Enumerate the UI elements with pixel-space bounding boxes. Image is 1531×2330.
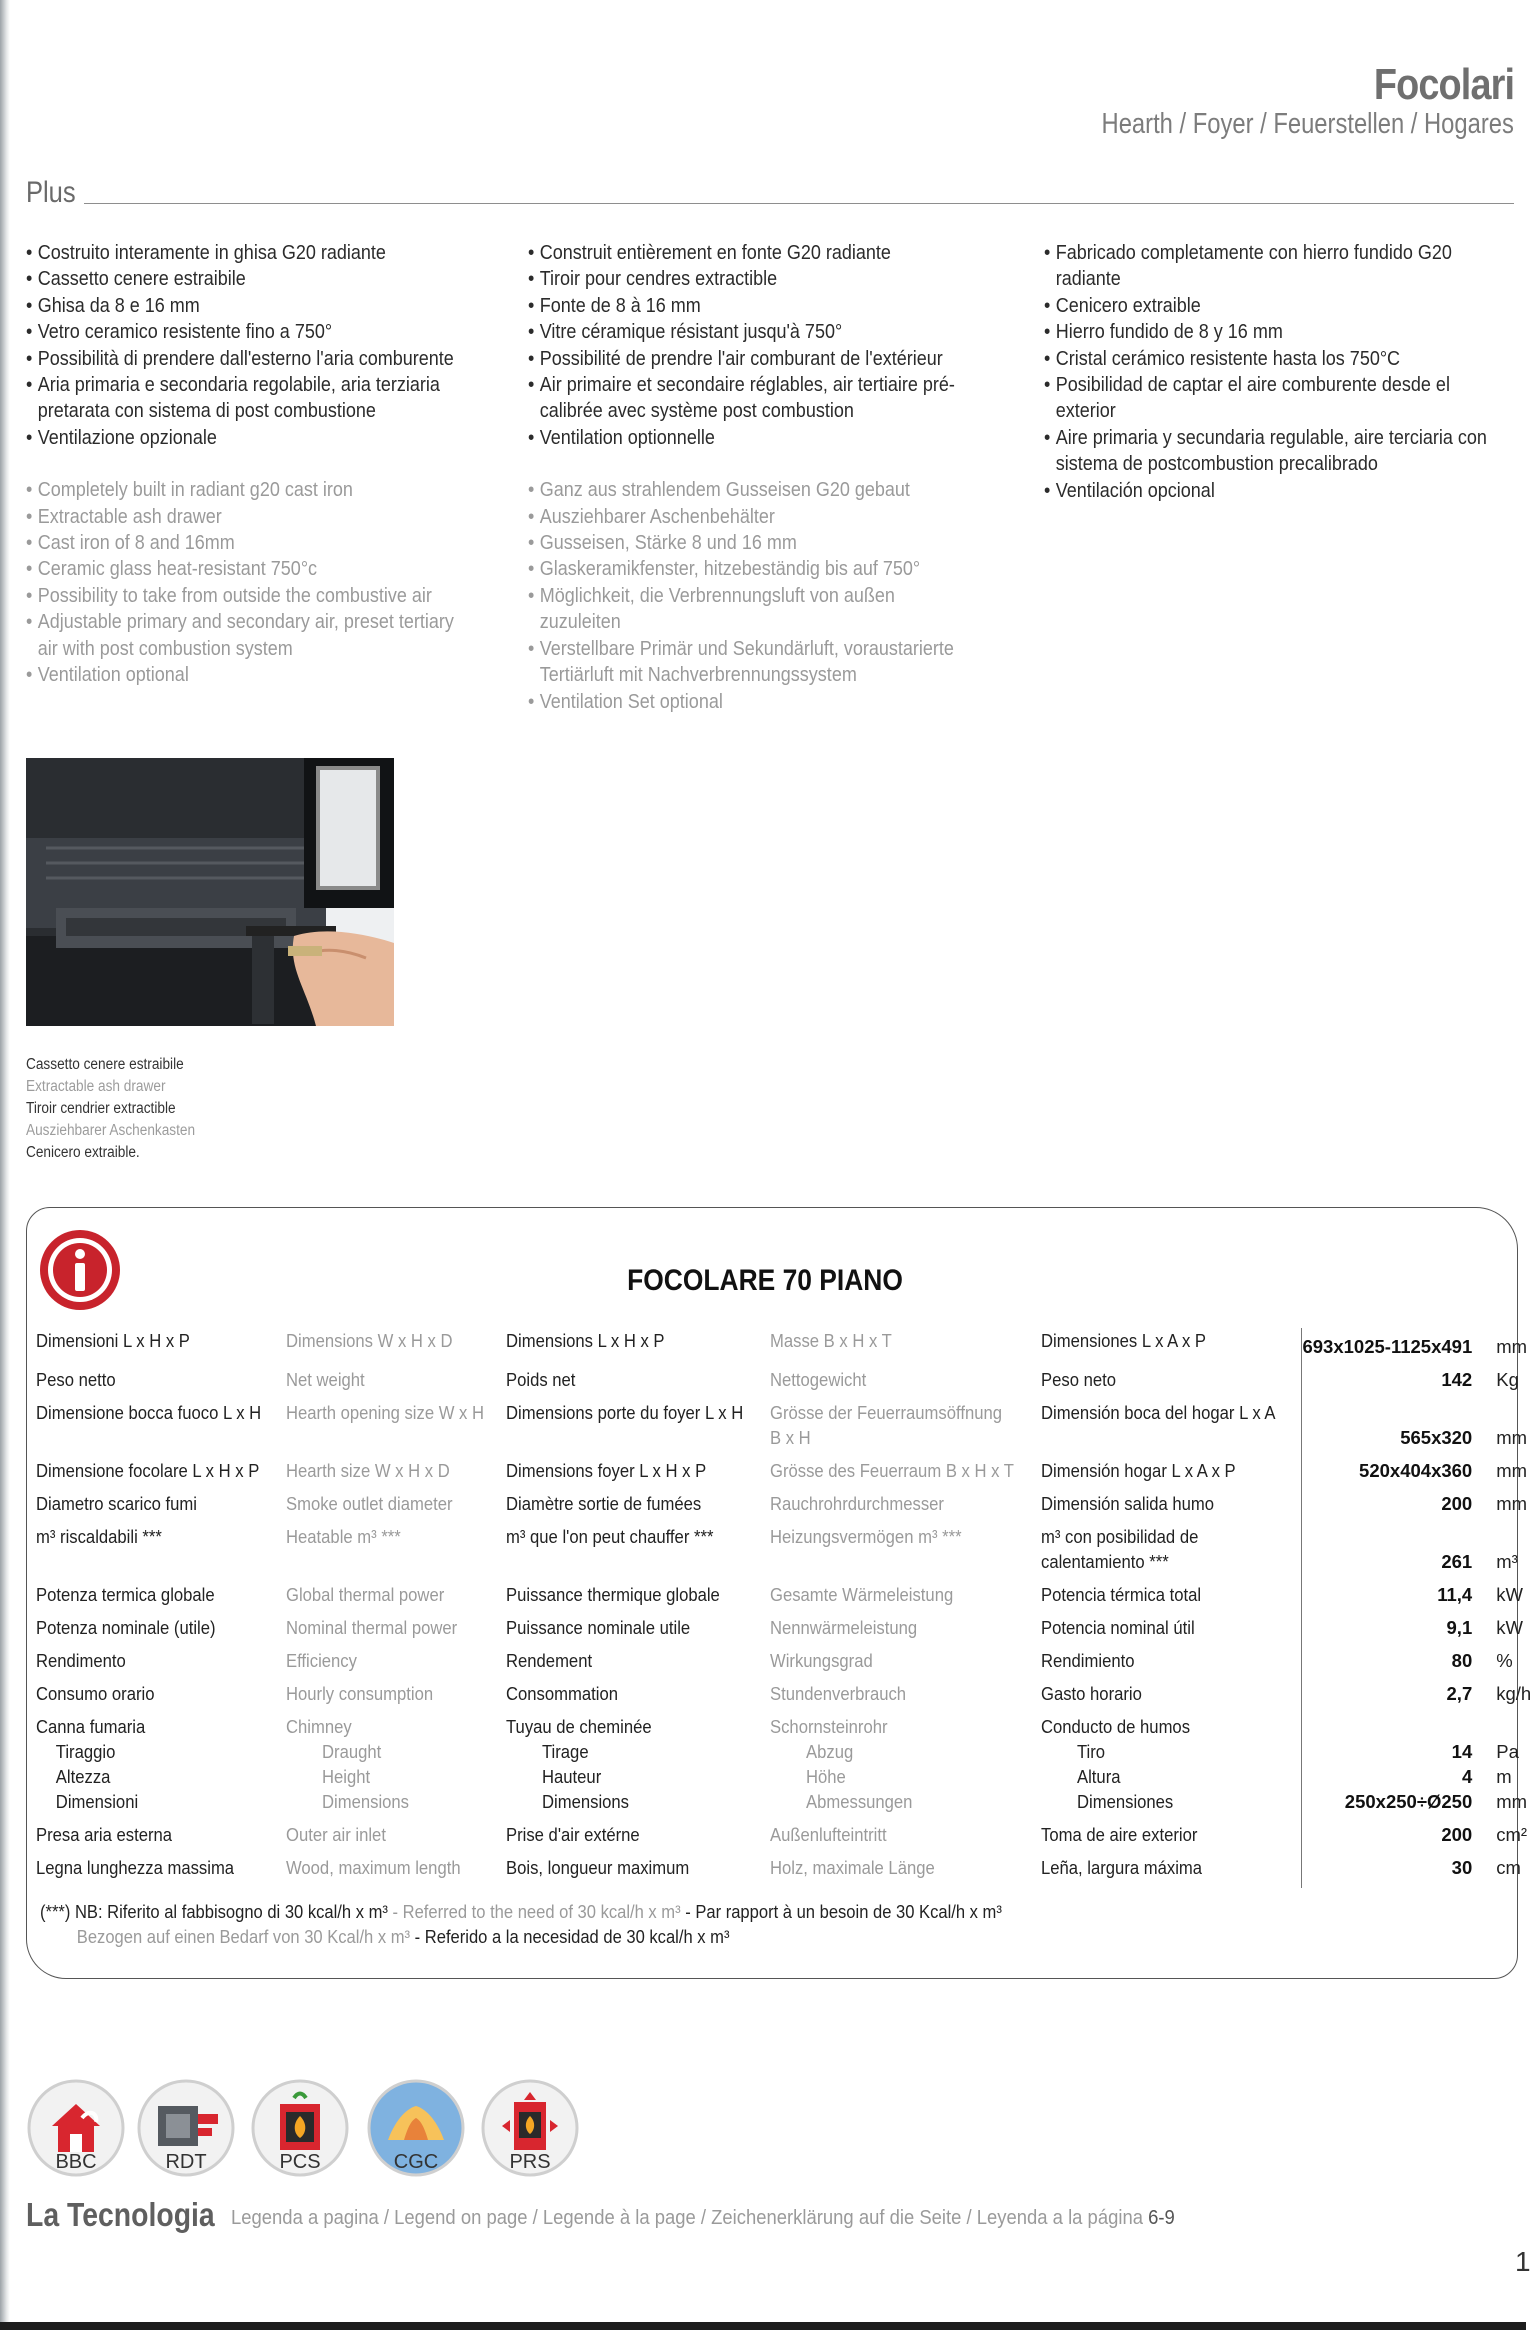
list-item: • Air primaire et secondaire réglables, air tertiaire pré-calibrée avec système post combustion	[528, 372, 969, 425]
cell-fr: Dimensions foyer L x H x P	[506, 1460, 707, 1481]
features-column-1	[26, 240, 467, 689]
cell-it: Dimensione bocca fuoco L x H	[36, 1402, 262, 1423]
cell-it: Peso netto	[36, 1369, 116, 1390]
cell-value: 261	[1302, 1524, 1482, 1582]
cell-es-line2: calentamiento ***	[1040, 1551, 1169, 1572]
table-row	[36, 1524, 1531, 1582]
list-item: • Posibilidad de captar el aire comburente desde el exterior	[1044, 372, 1490, 425]
page-title: Focolari	[1373, 60, 1514, 109]
cell-es: Leña, largura máxima	[1040, 1857, 1202, 1878]
features-de-list	[528, 477, 969, 715]
cell-fr: Tuyau de cheminée	[506, 1716, 652, 1737]
cell-es: Potencia térmica total	[1040, 1584, 1202, 1605]
caption-en: Extractable ash drawer	[26, 1078, 166, 1095]
cell-fr: Puissance nominale utile	[506, 1617, 691, 1638]
cell-unit: kg/h	[1496, 1683, 1531, 1704]
cell-fr: Dimensions	[542, 1791, 630, 1812]
cell-value: 142	[1302, 1367, 1482, 1400]
caption-fr: Tiroir cendrier extractible	[26, 1100, 176, 1117]
cell-value: 4	[1461, 1766, 1473, 1787]
cell-en: Smoke outlet diameter	[286, 1493, 453, 1514]
list-item: • Vetro ceramico resistente fino a 750°	[26, 319, 467, 345]
list-item: • Gusseisen, Stärke 8 und 16 mm	[528, 530, 969, 556]
technology-legend	[231, 2206, 1175, 2230]
cell-value: 80	[1302, 1648, 1482, 1681]
cell-es: Peso neto	[1040, 1369, 1116, 1390]
cell-value: 565x320	[1302, 1400, 1482, 1458]
cell-fr: Rendement	[506, 1650, 593, 1671]
cell-fr: m³ que l'on peut chauffer ***	[506, 1526, 714, 1547]
list-item: • Extractable ash drawer	[26, 504, 467, 530]
table-row	[36, 1491, 1531, 1524]
cell-fr: Prise d'air extérne	[506, 1824, 640, 1845]
list-item: • Ventilation optionnelle	[528, 425, 969, 451]
list-item: • Construit entièrement en fonte G20 radiante	[528, 240, 969, 266]
cell-it: Legna lunghezza massima	[36, 1857, 235, 1878]
cell-value: 693x1025-1125x491	[1302, 1328, 1482, 1367]
cell-es: Conducto de humos	[1040, 1716, 1190, 1737]
table-row-chimney	[36, 1714, 1531, 1822]
cell-fr: Poids net	[506, 1369, 576, 1390]
cell-it: Diametro scarico fumi	[36, 1493, 198, 1514]
cell-de: Abzug	[805, 1741, 854, 1762]
cell-de: Nettogewicht	[769, 1369, 867, 1390]
list-item: • Possibilità di prendere dall'esterno l'aria comburente	[26, 346, 467, 372]
cell-es: Dimensión hogar L x A x P	[1040, 1460, 1236, 1481]
rdt-badge	[136, 2078, 236, 2178]
cell-it: Dimensione focolare L x H x P	[36, 1460, 260, 1481]
list-item: • Cassetto cenere estraibile	[26, 266, 467, 292]
cell-de: Außenlufteintritt	[769, 1824, 887, 1845]
table-row	[36, 1458, 1531, 1491]
cell-de: Nennwärmeleistung	[769, 1617, 918, 1638]
technology-title: La Tecnologia	[26, 2196, 215, 2233]
list-item: • Ceramic glass heat-resistant 750°c	[26, 556, 467, 582]
cell-value: 250x250÷Ø250	[1344, 1791, 1473, 1812]
cell-it: Dimensioni L x H x P	[36, 1330, 190, 1351]
list-item: • Aria primaria e secondaria regolabile, aria terziaria pretarata con sistema di post combustione	[26, 372, 467, 425]
prs-badge	[480, 2078, 580, 2178]
cell-en: Nominal thermal power	[286, 1617, 458, 1638]
badge-label: CGC	[393, 2151, 439, 2173]
table-row	[36, 1648, 1531, 1681]
cell-de: Holz, maximale Länge	[769, 1857, 935, 1878]
table-row	[36, 1615, 1531, 1648]
cell-it: Potenza nominale (utile)	[36, 1617, 216, 1638]
cell-de-line2: B x H	[769, 1427, 811, 1448]
cell-unit: %	[1496, 1650, 1513, 1671]
features-fr-list	[528, 240, 969, 451]
caption-es: Cenicero extraible.	[26, 1144, 140, 1161]
cell-es: Dimensiones L x A x P	[1040, 1330, 1206, 1351]
footnote	[40, 1900, 1002, 1950]
cell-unit: cm	[1496, 1857, 1521, 1878]
cell-es: Dimensión salida humo	[1040, 1493, 1215, 1514]
cell-de: Grösse der Feuerraumsöffnung	[769, 1402, 1002, 1423]
cell-en: Hearth size W x H x D	[286, 1460, 450, 1481]
list-item: • Ventilazione opzionale	[26, 425, 467, 451]
cell-de: Grösse des Feuerraum B x H x T	[769, 1460, 1014, 1481]
cell-fr: Consommation	[506, 1683, 619, 1704]
list-item: • Ghisa da 8 e 16 mm	[26, 293, 467, 319]
cell-it: Consumo orario	[36, 1683, 155, 1704]
cell-en: Hourly consumption	[286, 1683, 434, 1704]
spec-title: FOCOLARE 70 PIANO	[627, 1264, 903, 1297]
cell-unit: Pa	[1496, 1741, 1519, 1762]
list-item: • Ventilation optional	[26, 662, 467, 688]
features-column-3	[1044, 240, 1490, 504]
cell-de: Wirkungsgrad	[769, 1650, 873, 1671]
cell-de: Abmessungen	[805, 1791, 913, 1812]
footnote-it: (***) NB: Riferito al fabbisogno di 30 kcal/h x m³	[40, 1902, 388, 1922]
cell-en: Dimensions	[322, 1791, 410, 1812]
table-row	[36, 1855, 1531, 1888]
cell-unit: kW	[1496, 1617, 1523, 1638]
ash-drawer-photo	[26, 758, 394, 1026]
table-row	[36, 1400, 1531, 1458]
page-subtitle: Hearth / Foyer / Feuerstellen / Hogares	[1101, 108, 1514, 140]
cell-unit: Kg	[1496, 1369, 1519, 1390]
list-item: • Vitre céramique résistant jusqu'à 750°	[528, 319, 969, 345]
cell-en: Efficiency	[286, 1650, 358, 1671]
page-number: 1	[1515, 2246, 1531, 2277]
list-item: • Cast iron of 8 and 16mm	[26, 530, 467, 556]
table-row	[36, 1328, 1531, 1367]
cell-it: m³ riscaldabili ***	[36, 1526, 162, 1547]
cell-es: Tiro	[1076, 1741, 1106, 1762]
ash-drawer-illustration	[26, 758, 394, 1026]
cell-de: Gesamte Wärmeleistung	[769, 1584, 954, 1605]
cell-fr: Tirage	[542, 1741, 589, 1762]
badge-label: BBC	[55, 2151, 97, 2173]
cell-unit: cm²	[1496, 1824, 1528, 1845]
legend-page-ref: 6-9	[1148, 2206, 1175, 2229]
table-row	[36, 1367, 1531, 1400]
pcs-badge	[250, 2078, 350, 2178]
cell-es: Toma de aire exterior	[1040, 1824, 1198, 1845]
info-icon	[38, 1228, 122, 1312]
cgc-badge	[366, 2078, 466, 2178]
cell-fr: Dimensions porte du foyer L x H	[506, 1402, 744, 1423]
plus-heading: Plus	[26, 176, 76, 209]
cell-it: Canna fumaria	[36, 1716, 146, 1737]
list-item: • Glaskeramikfenster, hitzebeständig bis auf 750°	[528, 556, 969, 582]
page-edge	[0, 0, 10, 2330]
cell-fr: Puissance thermique globale	[506, 1584, 721, 1605]
cell-de: Stundenverbrauch	[769, 1683, 906, 1704]
cell-it: Rendimento	[36, 1650, 126, 1671]
cell-en: Hearth opening size W x H	[286, 1402, 485, 1423]
badge-label: RDT	[165, 2151, 207, 2173]
bbc-badge	[26, 2078, 126, 2178]
cell-unit: kW	[1496, 1584, 1523, 1605]
cell-es: Rendimiento	[1040, 1650, 1135, 1671]
cell-fr: Dimensions L x H x P	[506, 1330, 665, 1351]
list-item: • Cenicero extraible	[1044, 293, 1490, 319]
cell-unit: m	[1496, 1766, 1512, 1787]
photo-caption	[26, 1054, 195, 1164]
list-item: • Aire primaria y secundaria regulable, aire terciaria con sistema de postcombustion precalibrado	[1044, 425, 1490, 478]
cell-fr: Hauteur	[542, 1766, 602, 1787]
cell-unit: mm	[1496, 1427, 1528, 1448]
cell-en: Outer air inlet	[286, 1824, 387, 1845]
cell-unit: m³	[1496, 1551, 1518, 1572]
caption-it: Cassetto cenere estraibile	[26, 1056, 184, 1073]
cell-en: Chimney	[286, 1716, 352, 1737]
cell-es: Dimensiones	[1076, 1791, 1174, 1812]
list-item: • Hierro fundido de 8 y 16 mm	[1044, 319, 1490, 345]
caption-de: Ausziehbarer Aschenkasten	[26, 1122, 196, 1139]
list-item: • Cristal cerámico resistente hasta los 750°C	[1044, 346, 1490, 372]
cell-it: Altezza	[55, 1766, 111, 1787]
footnote-en: - Referred to the need of 30 kcal/h x m³	[387, 1902, 681, 1922]
cell-de: Schornsteinrohr	[769, 1716, 888, 1737]
list-item: • Fabricado completamente con hierro fundido G20 radiante	[1044, 240, 1490, 293]
table-row	[36, 1822, 1531, 1855]
table-row	[36, 1582, 1531, 1615]
badge-label: PRS	[509, 2151, 551, 2173]
cell-unit: mm	[1496, 1460, 1528, 1481]
cell-en: Dimensions W x H x D	[286, 1330, 453, 1351]
list-item: • Adjustable primary and secondary air, preset tertiary air with post combustion system	[26, 609, 467, 662]
cell-it: Potenza termica globale	[36, 1584, 215, 1605]
cell-en: Height	[322, 1766, 371, 1787]
cell-it: Dimensioni	[55, 1791, 139, 1812]
plus-divider	[84, 203, 1514, 204]
cell-es: Dimensión boca del hogar L x A	[1040, 1402, 1276, 1423]
cell-value: 9,1	[1302, 1615, 1482, 1648]
cell-value: 14	[1451, 1741, 1473, 1762]
cell-value: 520x404x360	[1302, 1458, 1482, 1491]
list-item: • Möglichkeit, die Verbrennungsluft von außen zuzuleiten	[528, 583, 969, 636]
cell-fr: Diamètre sortie de fumées	[506, 1493, 702, 1514]
list-item: • Ventilation Set optional	[528, 689, 969, 715]
cell-de: Masse B x H x T	[769, 1330, 892, 1351]
cell-fr: Bois, longueur maximum	[506, 1857, 690, 1878]
cell-es: m³ con posibilidad de	[1040, 1526, 1199, 1547]
cell-es: Altura	[1076, 1766, 1121, 1787]
spec-table	[36, 1328, 1531, 1888]
cell-value: 11,4	[1302, 1582, 1482, 1615]
cell-value: 2,7	[1302, 1681, 1482, 1714]
features-column-2	[528, 240, 969, 715]
cell-unit: mm	[1496, 1791, 1528, 1812]
badge-label: PCS	[279, 2151, 321, 2173]
cell-en: Global thermal power	[286, 1584, 445, 1605]
list-item: • Possibility to take from outside the combustive air	[26, 583, 467, 609]
list-item: • Possibilité de prendre l'air comburant de l'extérieur	[528, 346, 969, 372]
list-item: • Ventilación opcional	[1044, 478, 1490, 504]
features-it-list	[26, 240, 467, 451]
cell-de: Höhe	[805, 1766, 846, 1787]
cell-de: Heizungsvermögen m³ ***	[769, 1526, 962, 1547]
page-bottom-edge	[0, 2322, 1526, 2330]
cell-unit: mm	[1496, 1336, 1528, 1357]
list-item: • Costruito interamente in ghisa G20 radiante	[26, 240, 467, 266]
cell-unit: mm	[1496, 1493, 1528, 1514]
legend-text: Legenda a pagina / Legend on page / Legende à la page / Zeichenerklärung auf die Seite / Leyenda a la página	[231, 2206, 1149, 2229]
list-item: • Ausziehbarer Aschenbehälter	[528, 504, 969, 530]
cell-it: Tiraggio	[55, 1741, 116, 1762]
footnote-fr: - Par rapport à un besoin de 30 Kcal/h x m³	[680, 1902, 1002, 1922]
list-item: • Completely built in radiant g20 cast iron	[26, 477, 467, 503]
cell-value: 30	[1302, 1855, 1482, 1888]
cell-es: Gasto horario	[1040, 1683, 1142, 1704]
cell-es: Potencia nominal útil	[1040, 1617, 1195, 1638]
cell-en: Wood, maximum length	[286, 1857, 461, 1878]
cell-en: Draught	[322, 1741, 382, 1762]
cell-de: Rauchrohrdurchmesser	[769, 1493, 944, 1514]
cell-value: 200	[1302, 1822, 1482, 1855]
cell-en: Net weight	[286, 1369, 365, 1390]
features-es-list	[1044, 240, 1490, 504]
features-en-list	[26, 477, 467, 688]
table-row	[36, 1681, 1531, 1714]
list-item: • Tiroir pour cendres extractible	[528, 266, 969, 292]
list-item: • Ganz aus strahlendem Gusseisen G20 gebaut	[528, 477, 969, 503]
list-item: • Fonte de 8 à 16 mm	[528, 293, 969, 319]
footnote-de: Bezogen auf einen Bedarf von 30 Kcal/h x m³	[76, 1927, 411, 1947]
cell-en: Heatable m³ ***	[286, 1526, 401, 1547]
cell-value: 200	[1302, 1491, 1482, 1524]
list-item: • Verstellbare Primär und Sekundärluft, voraustarierte Tertiärluft mit Nachverbrennungssystem	[528, 636, 969, 689]
cell-it: Presa aria esterna	[36, 1824, 173, 1845]
footnote-es: - Referido a la necesidad de 30 kcal/h x m³	[410, 1927, 730, 1947]
